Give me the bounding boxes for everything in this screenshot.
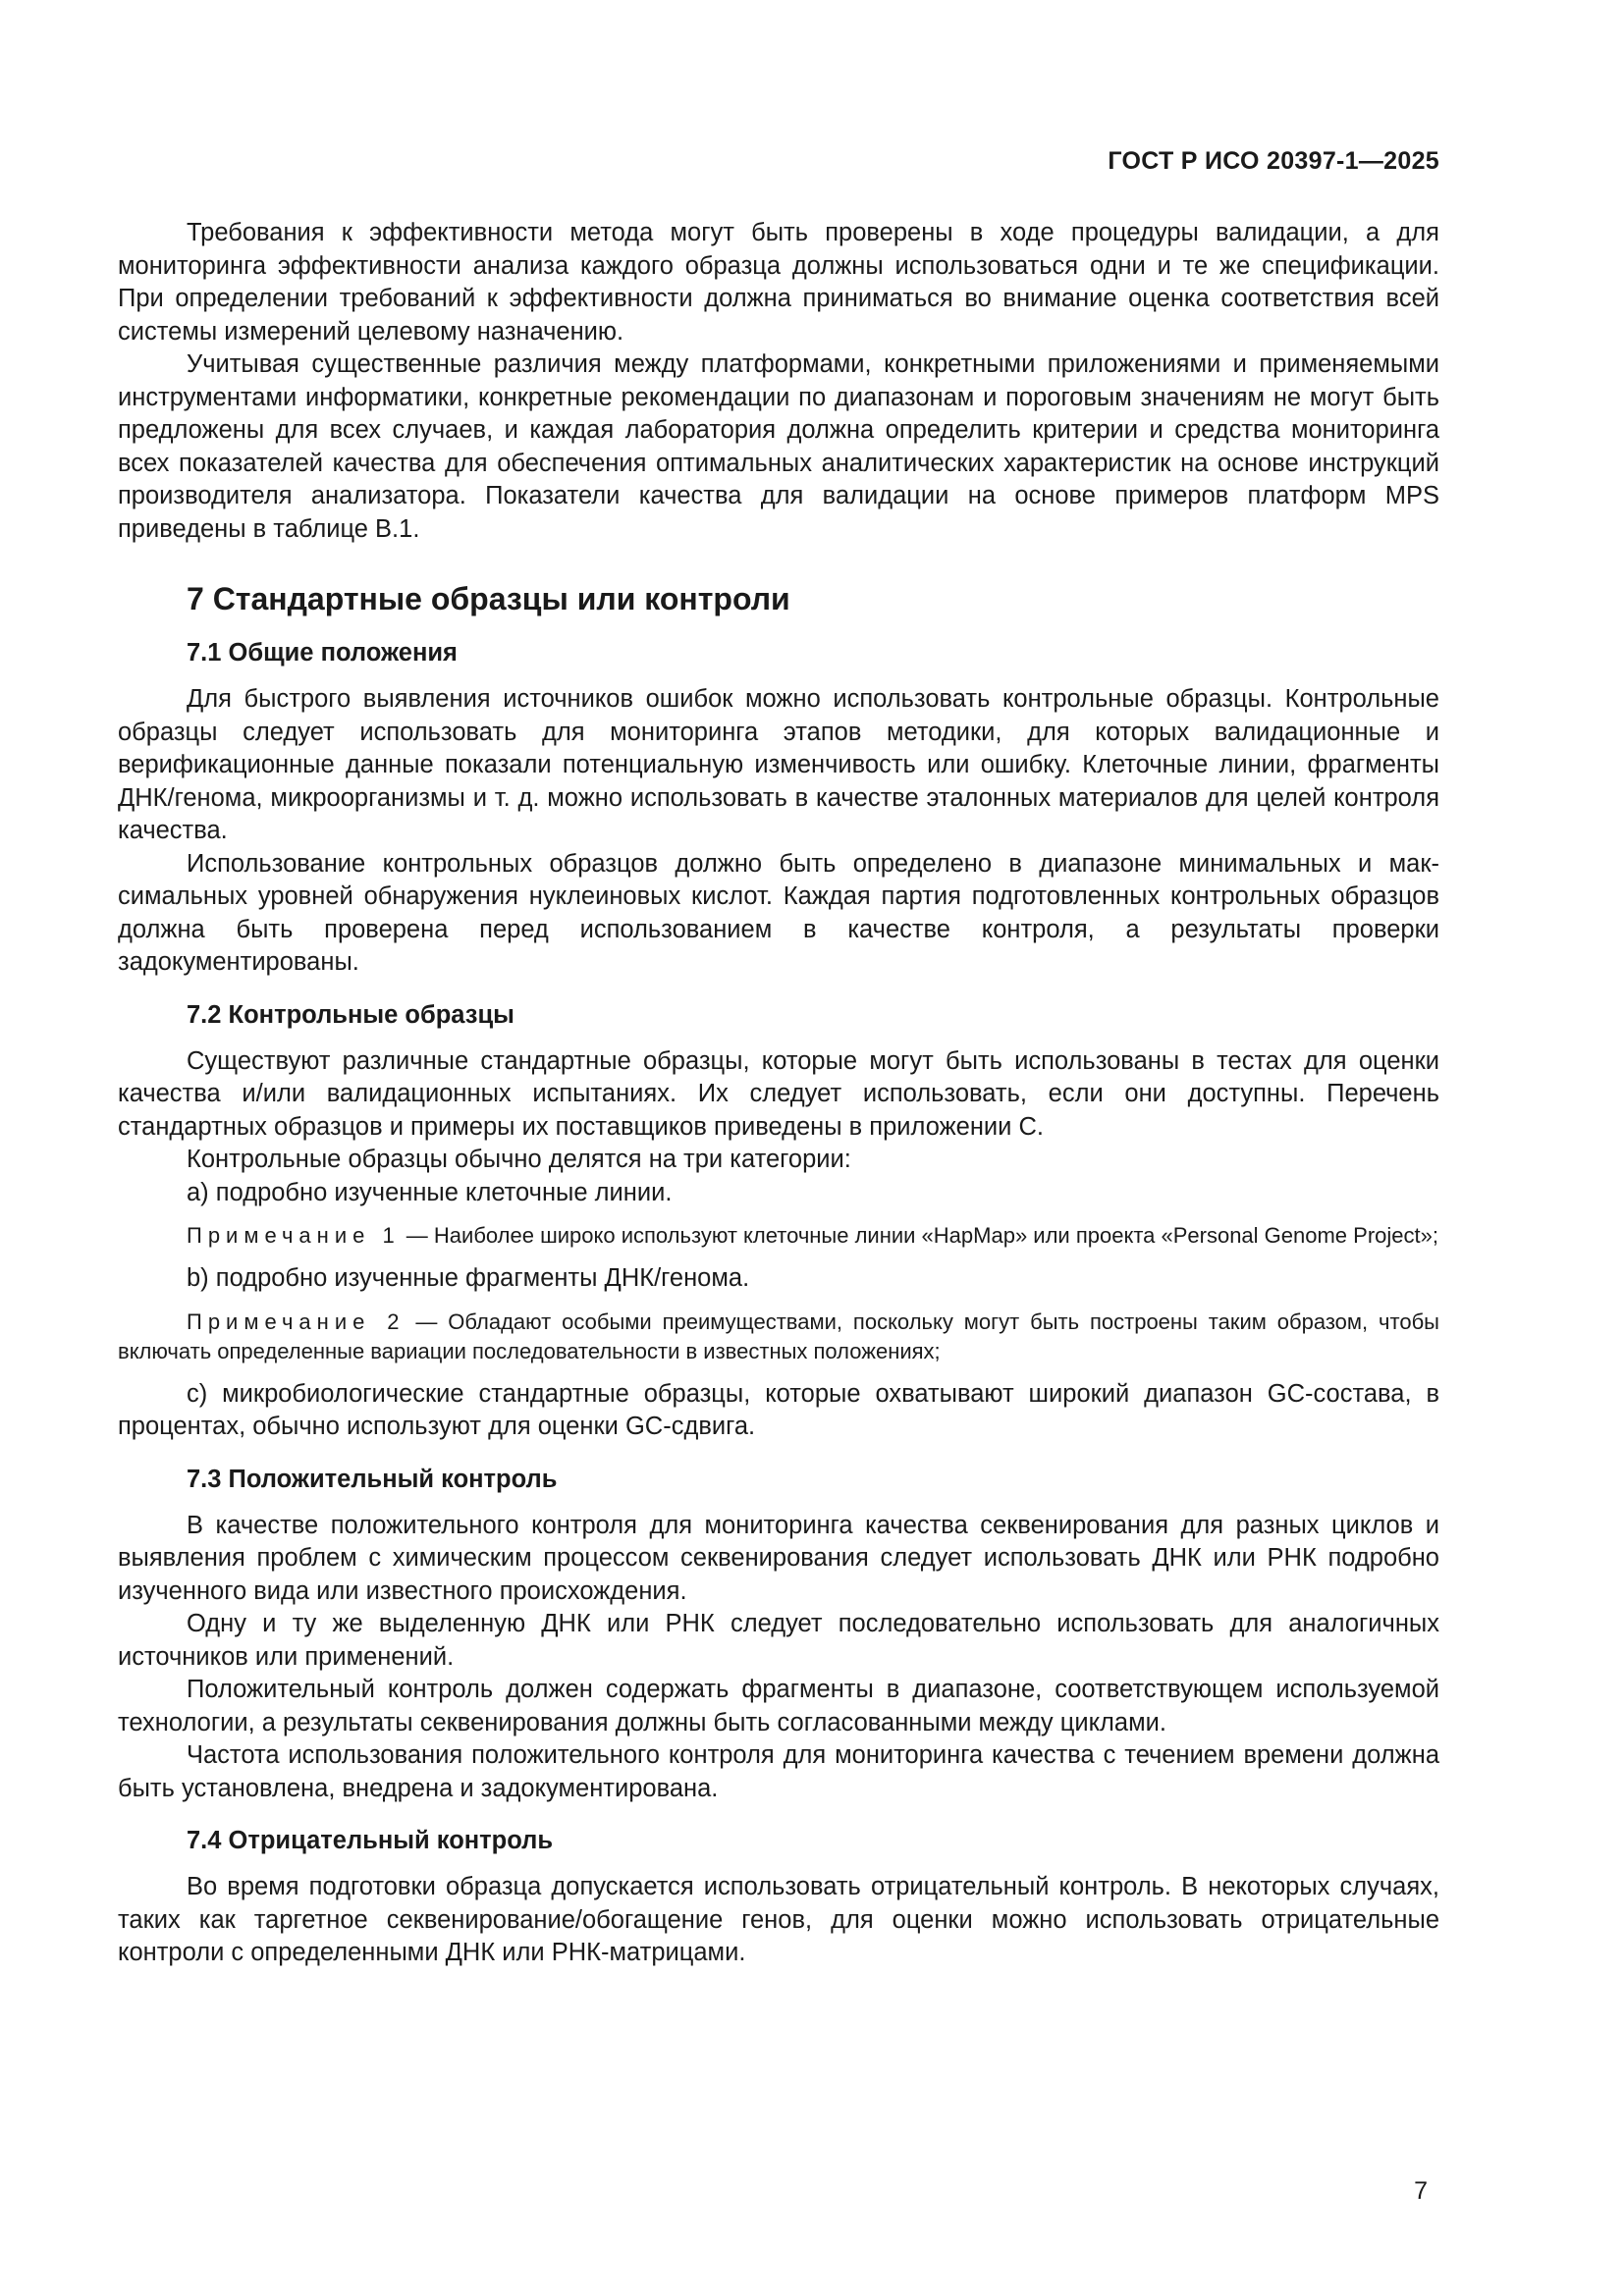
list-item-b: b) подробно изученные фрагменты ДНК/генома.	[187, 1264, 750, 1292]
section-7-1-title: 7.1 Общие положения	[187, 639, 458, 667]
section-7-3-title: 7.3 Положительный контроль	[187, 1465, 558, 1493]
section-7-4-title: 7.4 Отрицательный контроль	[187, 1827, 554, 1854]
document-page	[118, 147, 1439, 1970]
section-7-2-paragraph-1: Существуют различные стандартные образцы, которые могут быть использованы в тестах для оценки качества и/или валидационных испытаниях. Их следует использовать, если они доступны. Перечень стандартных образцов и примеры их поставщиков приведены в приложении С.	[118, 1046, 1439, 1141]
note-1-text: — Наиболее широко используют клеточные линии «HapMap» или проекта «Personal Genome Project»;	[400, 1223, 1438, 1248]
list-item-c: с) микробиологические стандартные образцы, которые охватывают широкий диапазон GC-состава, в процентах, обычно используют для оценки GC-сдвига.	[118, 1379, 1439, 1440]
note-1-label: Примечание 1	[187, 1223, 401, 1248]
note-2-text: — Обладают особыми преимуществами, поскольку могут быть построены таким образом, чтобы включать определенные вариации последовательности в известных положениях;	[118, 1308, 1439, 1363]
section-7-3-paragraph-3: Положительный контроль должен содержать фрагменты в диапазоне, соответствующем используемой технологии, а результаты секвенирования должны быть согласованными между циклами.	[118, 1676, 1439, 1736]
note-1	[118, 1221, 1439, 1251]
note-2	[118, 1308, 1439, 1366]
section-7-3-paragraph-4: Частота использования положительного контроля для мониторинга качества с течением времени должна быть установлена, внедрена и задокументирована.	[118, 1741, 1439, 1802]
document-id-header: ГОСТ Р ИСО 20397-1—2025	[1108, 147, 1439, 175]
list-item-a: а) подробно изученные клеточные линии.	[187, 1178, 673, 1206]
page-number: 7	[1414, 2177, 1428, 2205]
section-7-2-title: 7.2 Контрольные образцы	[187, 1000, 514, 1029]
note-2-label: Примечание 2	[187, 1308, 406, 1334]
section-7-3-paragraph-2: Одну и ту же выделенную ДНК или РНК следует последовательно использовать для аналогичных источников или применений.	[118, 1610, 1439, 1671]
section-7-4-paragraph-1: Во время подготовки образца допускается использовать отрицательный контроль. В некоторых случаях, таких как таргетное секвенирование/обогащение генов, для оценки можно использовать отрицательные контроли с определенными ДНК или РНК-матрицами.	[118, 1873, 1439, 1966]
intro-paragraph-2: Учитывая существенные различия между платформами, конкретными приложениями и применяемыми инструментами информатики, конкретные рекомендации по диапазонам и пороговым значениям не могут быть предложены для всех случаев, и каждая лаборатория должна определить критерии и средства мониторинга всех показателей качества для обеспечения оптимальных аналитических характеристик на основе инструкций производителя анализатора. Показатели качества для валидации на основе примеров платформ MPS приведены в таблице В.1.	[118, 350, 1439, 543]
section-7-1-paragraph-1: Для быстрого выявления источников ошибок можно использовать контрольные образцы. Контрольные образцы следует использовать для мониторинга этапов методики, для которых валидационные и верификационные данные показали потенциальную изменчивость или ошибку. Клеточные линии, фрагменты ДНК/генома, микроорганизмы и т. д. можно использовать в качестве эталонных материалов для целей контроля качества.	[118, 685, 1439, 844]
section-7-title: 7 Стандартные образцы или контроли	[187, 581, 790, 616]
intro-paragraph-1: Требования к эффективности метода могут быть проверены в ходе процедуры валидации, а для мониторинга эффективности анализа каждого образца должны использоваться одни и те же спецификации. При определении требований к эффективности должна приниматься во внимание оценка соответствия всей системы измерений целевому назначению.	[118, 219, 1439, 346]
section-7-1-paragraph-2: Использование контрольных образцов должно быть определено в диапазоне минимальных и максимальных уровней обнаружения нуклеиновых кислот. Каждая партия подготовленных контрольных образцов должна быть проверена перед использованием в качестве контроля, а результаты проверки задокументированы.	[118, 849, 1439, 976]
section-7-3-paragraph-1: В качестве положительного контроля для мониторинга качества секвенирования для разных циклов и выявления проблем с химическим процессом секвенирования следует использовать ДНК или РНК подробно изученного вида или известного происхождения.	[118, 1511, 1439, 1605]
section-7-2-paragraph-2: Контрольные образцы обычно делятся на три категории:	[187, 1146, 851, 1173]
